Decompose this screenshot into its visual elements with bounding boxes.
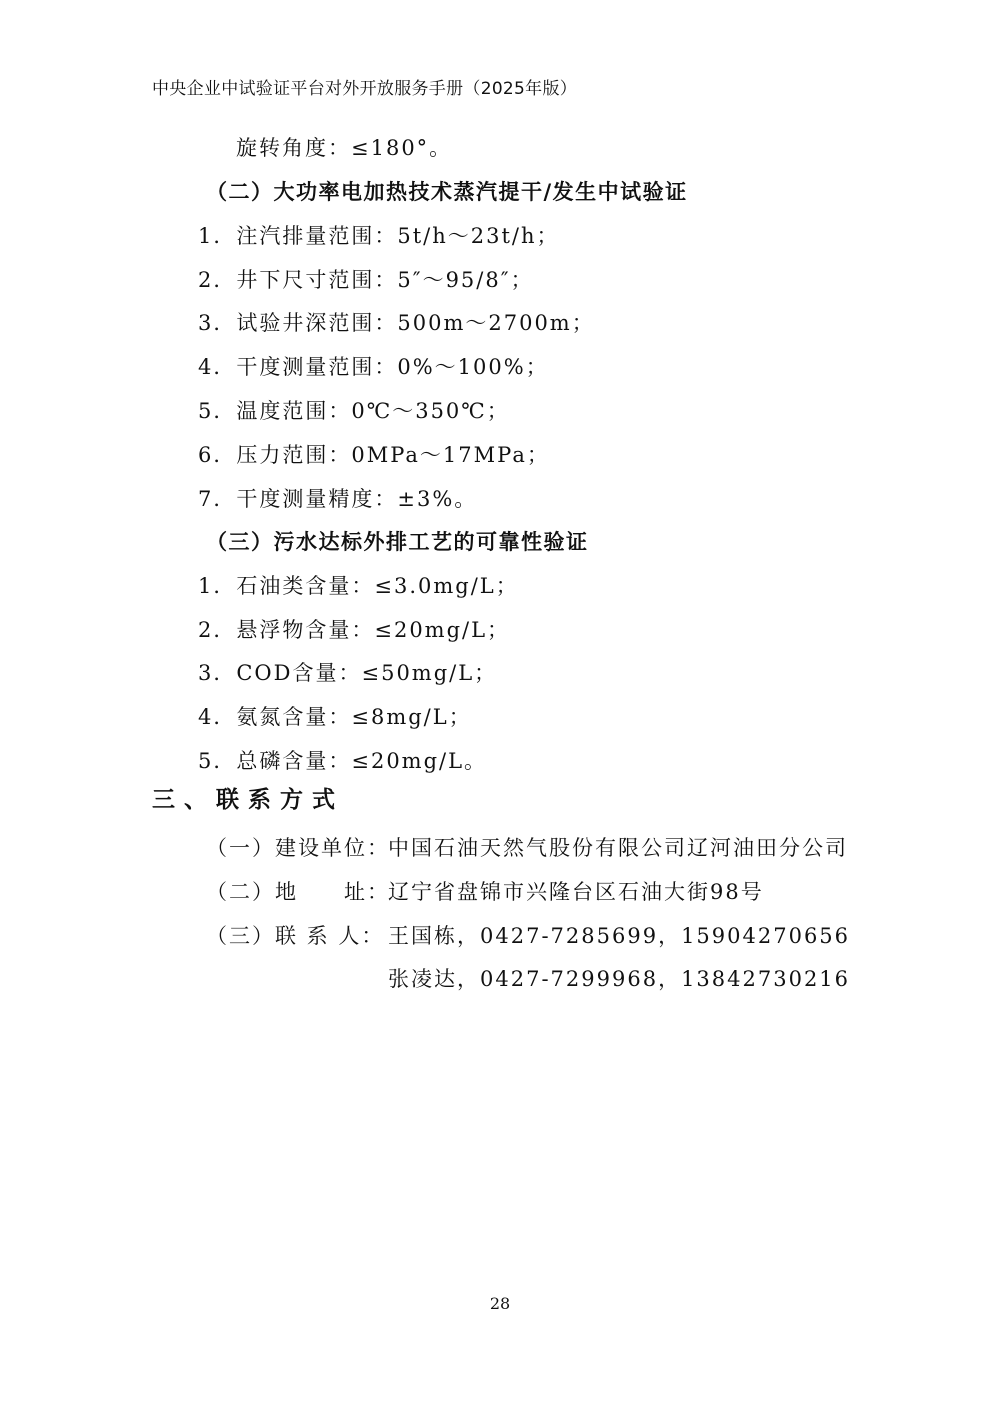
- section-2-item: 3．试验井深范围：500m～2700m；: [198, 311, 595, 335]
- contact-unit-value: 中国石油天然气股份有限公司辽河油田分公司: [388, 836, 848, 860]
- contact-person-label: （三）联 系 人：: [206, 924, 385, 948]
- section-2-item: 6．压力范围：0MPa～17MPa；: [198, 443, 550, 467]
- contact-heading: 三、联系方式: [152, 787, 344, 813]
- contact-person-1: 王国栋，0427-7285699，15904270656: [388, 924, 851, 948]
- section-3-item: 3．COD含量：≤50mg/L；: [198, 661, 498, 685]
- contact-address-value: 辽宁省盘锦市兴隆台区石油大街98号: [388, 880, 764, 904]
- contact-address-label: （二）地 址：: [206, 880, 390, 904]
- page-number: 28: [489, 1294, 511, 1313]
- section-2-item: 2．井下尺寸范围：5″～95/8″；: [198, 268, 534, 292]
- section-2-item: 7．干度测量精度：±3%。: [198, 487, 478, 511]
- contact-person-2: 张凌达，0427-7299968，13842730216: [388, 967, 851, 991]
- section-3-heading: （三）污水达标外排工艺的可靠性验证: [206, 530, 589, 554]
- section-3-item: 4．氨氮含量：≤8mg/L；: [198, 705, 472, 729]
- contact-address-row: [206, 877, 764, 907]
- section-2-item: 1．注汽排量范围：5t/h～23t/h；: [198, 224, 560, 248]
- section-2-item: 4．干度测量范围：0%～100%；: [198, 355, 549, 379]
- section-2-heading: （二）大功率电加热技术蒸汽提干/发生中试验证: [206, 180, 688, 204]
- section-2-item: 5．温度范围：0℃～350℃；: [198, 399, 510, 423]
- section-3-item: 5．总磷含量：≤20mg/L。: [198, 749, 488, 773]
- contact-unit-row: [206, 833, 848, 863]
- contact-person-row: [206, 921, 850, 951]
- section-3-item: 2．悬浮物含量：≤20mg/L；: [198, 618, 511, 642]
- section-3-item: 1．石油类含量：≤3.0mg/L；: [198, 574, 519, 598]
- contact-unit-label: （一）建设单位：: [206, 836, 390, 860]
- page-header: 中央企业中试验证平台对外开放服务手册（2025年版）: [152, 79, 578, 99]
- rotation-angle-line: 旋转角度：≤180°。: [236, 136, 453, 160]
